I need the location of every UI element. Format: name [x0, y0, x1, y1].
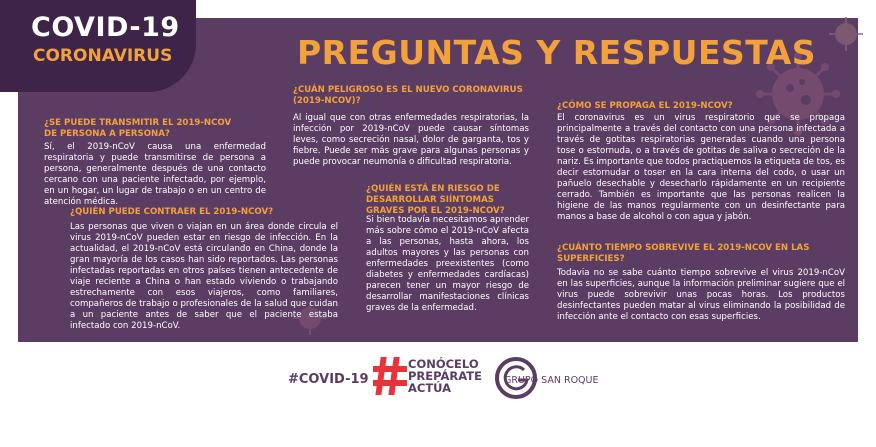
slogan-line-2: PREPÁRATE	[408, 369, 482, 383]
question-who: ¿QUIÉN PUEDE CONTRAER EL 2019-NCOV?	[70, 207, 274, 217]
slogan-line-1: CONÓCELO	[408, 357, 479, 371]
answer-spread: El coronavirus es un virus respiratorio que se propaga principalmente a través del contacto con una persona infectada a través de gotitas respiratorias generadas cuando una persona tose o estornuda, o a través de gotitas de saliva o secreción de la nariz. Es importante que todos practiquemos la etiqueta de tos, es decir estornudar o toser en la cara interna del codo, o usar un pañuelo desechable y desecharlo rápidamente en un recipiente cerrado. También es importante que las personas realicen la higiene de las manos regularmente con un desinfectante para manos a base de alcohol o con agua y jabón.	[557, 113, 845, 222]
hash-icon	[372, 355, 408, 397]
question-danger: ¿CUÁN PELIGROSO ES EL NUEVO CORONAVIRUS (2019-NCOV)?	[293, 85, 523, 106]
hashtag-covid: #COVID-19	[288, 372, 369, 387]
covid-badge	[0, 0, 196, 92]
question-transmission: ¿SE PUEDE TRANSMITIR EL 2019-NCOV DE PERSONA A PERSONA?	[44, 118, 232, 139]
question-spread: ¿CÓMO SE PROPAGA EL 2019-NCOV?	[557, 101, 733, 111]
question-survival: ¿CUÁNTO TIEMPO SOBREVIVE EL 2019-NCOV EN LAS SUPERFICIES?	[557, 243, 810, 264]
virus-icon-corner	[826, 14, 866, 54]
answer-danger: Al igual que con otras enfermedades respiratorias, la infección por 2019-nCoV puede causar síntomas leves, como secreción nasal, dolor de garganta, tos y fiebre. Puede ser más grave para algunas personas y puede provocar neumonía o dificultad respiratoria.	[293, 113, 529, 167]
answer-who: Las personas que viven o viajan en un área donde circula el virus 2019-nCoV pueden estar en riesgo de infección. En la actualidad, el 2019-nCoV está circulando en China, donde la gran mayoría de los casos han sido reportados. Las personas infectadas reportadas en otros países tienen antecedente de viaje reciente a China o han estado viviendo o trabajando estrechamente con esos viajeros, como familiares, compañeros de trabajo o profesionales de la salud que cuidan a un paciente antes de saber que el paciente estaba infectado con 2019-nCoV.	[70, 222, 338, 331]
slogan-line-3: ACTÚA	[408, 381, 452, 395]
question-risk: ¿QUIÉN ESTÁ EN RIESGO DE DESARROLLAR SIÍNTOMAS GRAVES POR EL 2019-NCOV?	[366, 184, 505, 216]
logo-text: GRUPO SAN ROQUE	[504, 375, 599, 386]
answer-risk: Si bien todavía necesitamos aprender más sobre cómo el 2019-nCoV afecta a las personas, hasta ahora, los adultos mayores y las personas con enfermedades preexistentes (como diabetes y enfermedades cardíacas) parecen tener un mayor riesgo de desarrollar manifestaciones clínicas graves de la enfermedad.	[366, 215, 529, 313]
page-title: PREGUNTAS Y RESPUESTAS	[297, 33, 817, 72]
answer-transmission: Sí, el 2019-nCoV causa una enfermedad respiratoria y puede transmitirse de persona a persona, generalmente después de una contacto cercano con una paciente infectado, por ejemplo, en un hogar, un lugar de trabajo o en un centro de atención médica.	[44, 142, 266, 207]
answer-survival: Todavia no se sabe cuánto tiempo sobrevive el virus 2019-nCoV en las superficies, aunque la información preliminar sugiere que el virus puede sobrevivir unas pocas horas. Los productos desinfectantes pueden matar al virus eliminando la posibilidad de infección ante el contacto con esas superficies.	[557, 268, 845, 322]
badge-title: COVID-19	[31, 12, 180, 43]
badge-subtitle: CORONAVIRUS	[33, 46, 173, 66]
